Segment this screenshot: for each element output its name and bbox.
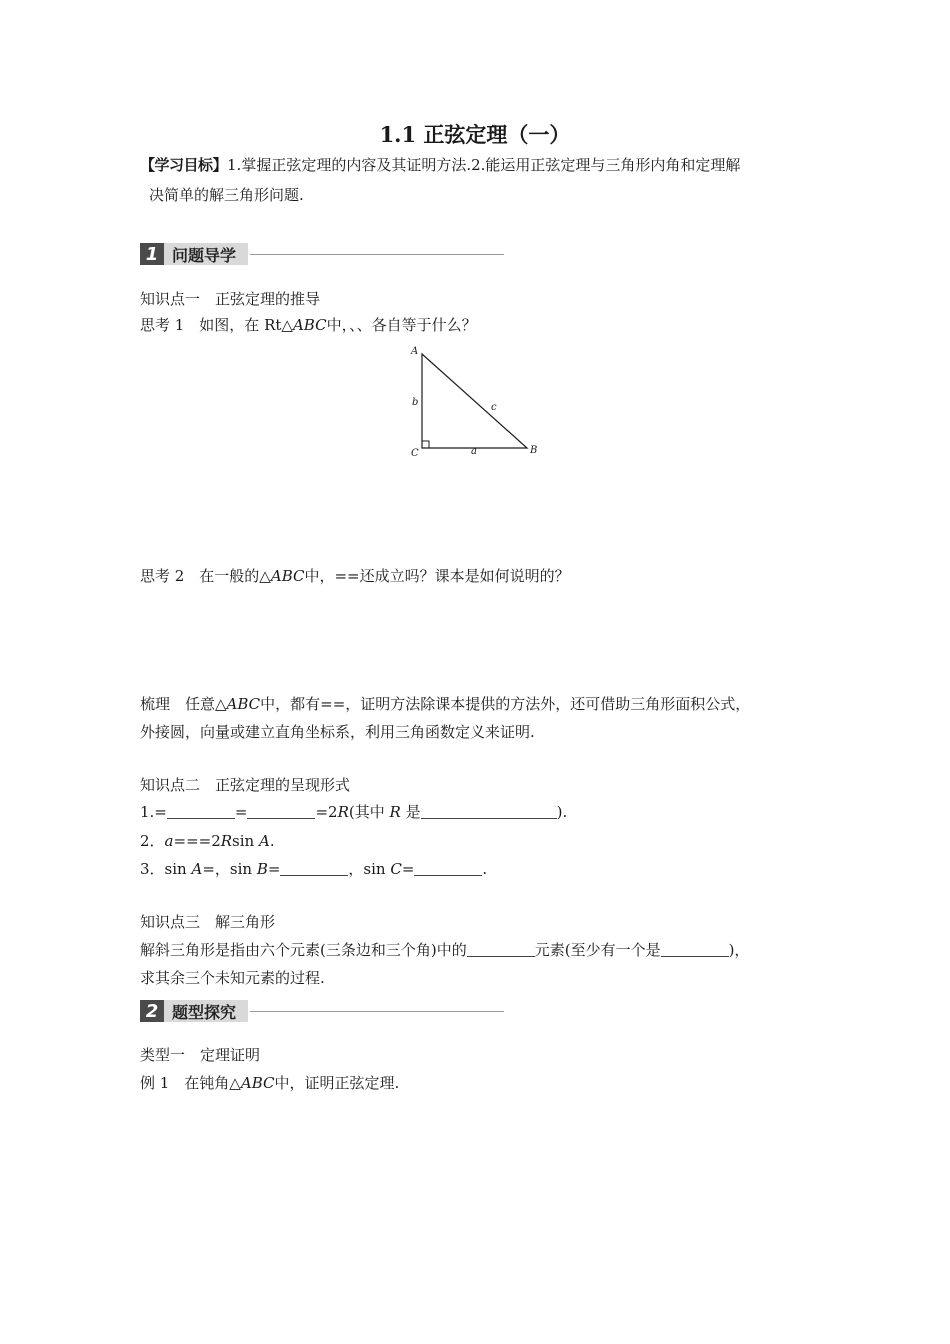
triangle-outline	[422, 354, 527, 448]
example-1	[140, 1073, 399, 1093]
kp2-item-1	[140, 802, 567, 822]
triangle-name: ABC	[292, 316, 327, 334]
triangle-name: ABC	[240, 1074, 275, 1092]
item-text: =	[401, 860, 415, 878]
side-c-label: c	[491, 402, 497, 413]
kp3-line-2: 求其余三个未知元素的过程.	[140, 969, 325, 987]
variable: R	[220, 832, 233, 850]
side-b-label: b	[412, 397, 419, 408]
example-1-prefix: 例 1 在钝角△	[140, 1074, 241, 1092]
kp2-item-2	[140, 831, 275, 851]
vertex-a-label: A	[411, 346, 419, 357]
item-text: =2	[315, 803, 338, 821]
triangle-name: ABC	[226, 695, 261, 713]
vertex-c-label: C	[411, 448, 419, 459]
variable: C	[390, 860, 402, 878]
variable: B	[256, 860, 268, 878]
item-text: sin	[232, 832, 259, 850]
section-rule	[250, 1011, 504, 1012]
example-1-suffix: 中，证明正弦定理.	[274, 1074, 400, 1092]
triangle-name: ABC	[270, 567, 305, 585]
kp2-item-3	[140, 859, 487, 879]
item-text: 解斜三角形是指由六个元素(三条边和三个角)中的	[140, 941, 467, 959]
fill-blank	[421, 804, 557, 819]
fill-blank	[280, 861, 348, 876]
think-1	[140, 315, 477, 335]
fill-blank	[661, 942, 729, 957]
summary	[140, 694, 750, 714]
kp3-line-1	[140, 940, 749, 960]
objective-tag: 【学习目标】	[140, 156, 228, 174]
item-text: 元素(至少有一个是	[534, 941, 661, 959]
section-label: 题型探究	[164, 1000, 248, 1022]
knowledge-point-3-heading: 知识点三 解三角形	[140, 913, 276, 931]
knowledge-point-2-heading: 知识点二 正弦定理的呈现形式	[140, 776, 351, 794]
item-text: 2．	[140, 832, 165, 850]
fill-blank	[414, 861, 482, 876]
item-text: 3．sin	[140, 860, 192, 878]
item-text: ===2	[173, 832, 221, 850]
fill-blank	[467, 942, 535, 957]
think-2	[140, 566, 570, 586]
item-text: 是	[400, 803, 421, 821]
think-2-prefix: 思考 2 在一般的△	[140, 567, 271, 585]
variable: A	[258, 832, 270, 850]
fill-blank	[247, 804, 315, 819]
item-text: ).	[556, 803, 568, 821]
summary-suffix: 中，都有==，证明方法除课本提供的方法外，还可借助三角形面积公式，	[260, 695, 751, 713]
summary-line-2: 外接圆，向量或建立直角坐标系，利用三角函数定义来证明.	[140, 723, 535, 741]
item-text: .	[269, 832, 275, 850]
side-a-label: a	[471, 446, 477, 457]
think-1-suffix: 中，、、各自等于什么？	[326, 316, 477, 334]
objective-line-1: 1.掌握正弦定理的内容及其证明方法.2.能运用正弦定理与三角形内角和定理解	[227, 156, 741, 174]
right-angle-marker	[422, 441, 429, 448]
item-text: ，sin	[348, 860, 391, 878]
type-1-heading: 类型一 定理证明	[140, 1046, 261, 1064]
section-rule	[250, 254, 504, 255]
right-triangle-figure	[405, 342, 545, 460]
section-number: 1	[140, 243, 164, 265]
item-text: .	[482, 860, 488, 878]
variable: R	[389, 803, 401, 821]
item-text: =	[267, 860, 281, 878]
objective-line-2: 决简单的解三角形问题.	[149, 186, 304, 204]
section-header-1	[140, 241, 504, 267]
learning-objective	[140, 155, 740, 175]
think-2-suffix: 中，==还成立吗？课本是如何说明的？	[304, 567, 570, 585]
think-1-prefix: 思考 1 如图，在 Rt△	[140, 316, 293, 334]
item-text: 1.=	[140, 803, 167, 821]
variable: R	[337, 803, 349, 821]
item-text: (其中	[348, 803, 390, 821]
vertex-b-label: B	[530, 445, 538, 456]
item-text: =，sin	[202, 860, 257, 878]
section-number: 2	[140, 1000, 164, 1022]
section-label: 问题导学	[164, 243, 248, 265]
variable: A	[191, 860, 203, 878]
page-title: 1.1 正弦定理（一）	[379, 122, 571, 147]
item-text: =	[234, 803, 248, 821]
knowledge-point-1-heading: 知识点一 正弦定理的推导	[140, 290, 321, 308]
fill-blank	[167, 804, 235, 819]
summary-prefix: 梳理 任意△	[140, 695, 227, 713]
item-text: )，	[728, 941, 750, 959]
section-header-2	[140, 998, 504, 1024]
variable: a	[164, 832, 174, 850]
